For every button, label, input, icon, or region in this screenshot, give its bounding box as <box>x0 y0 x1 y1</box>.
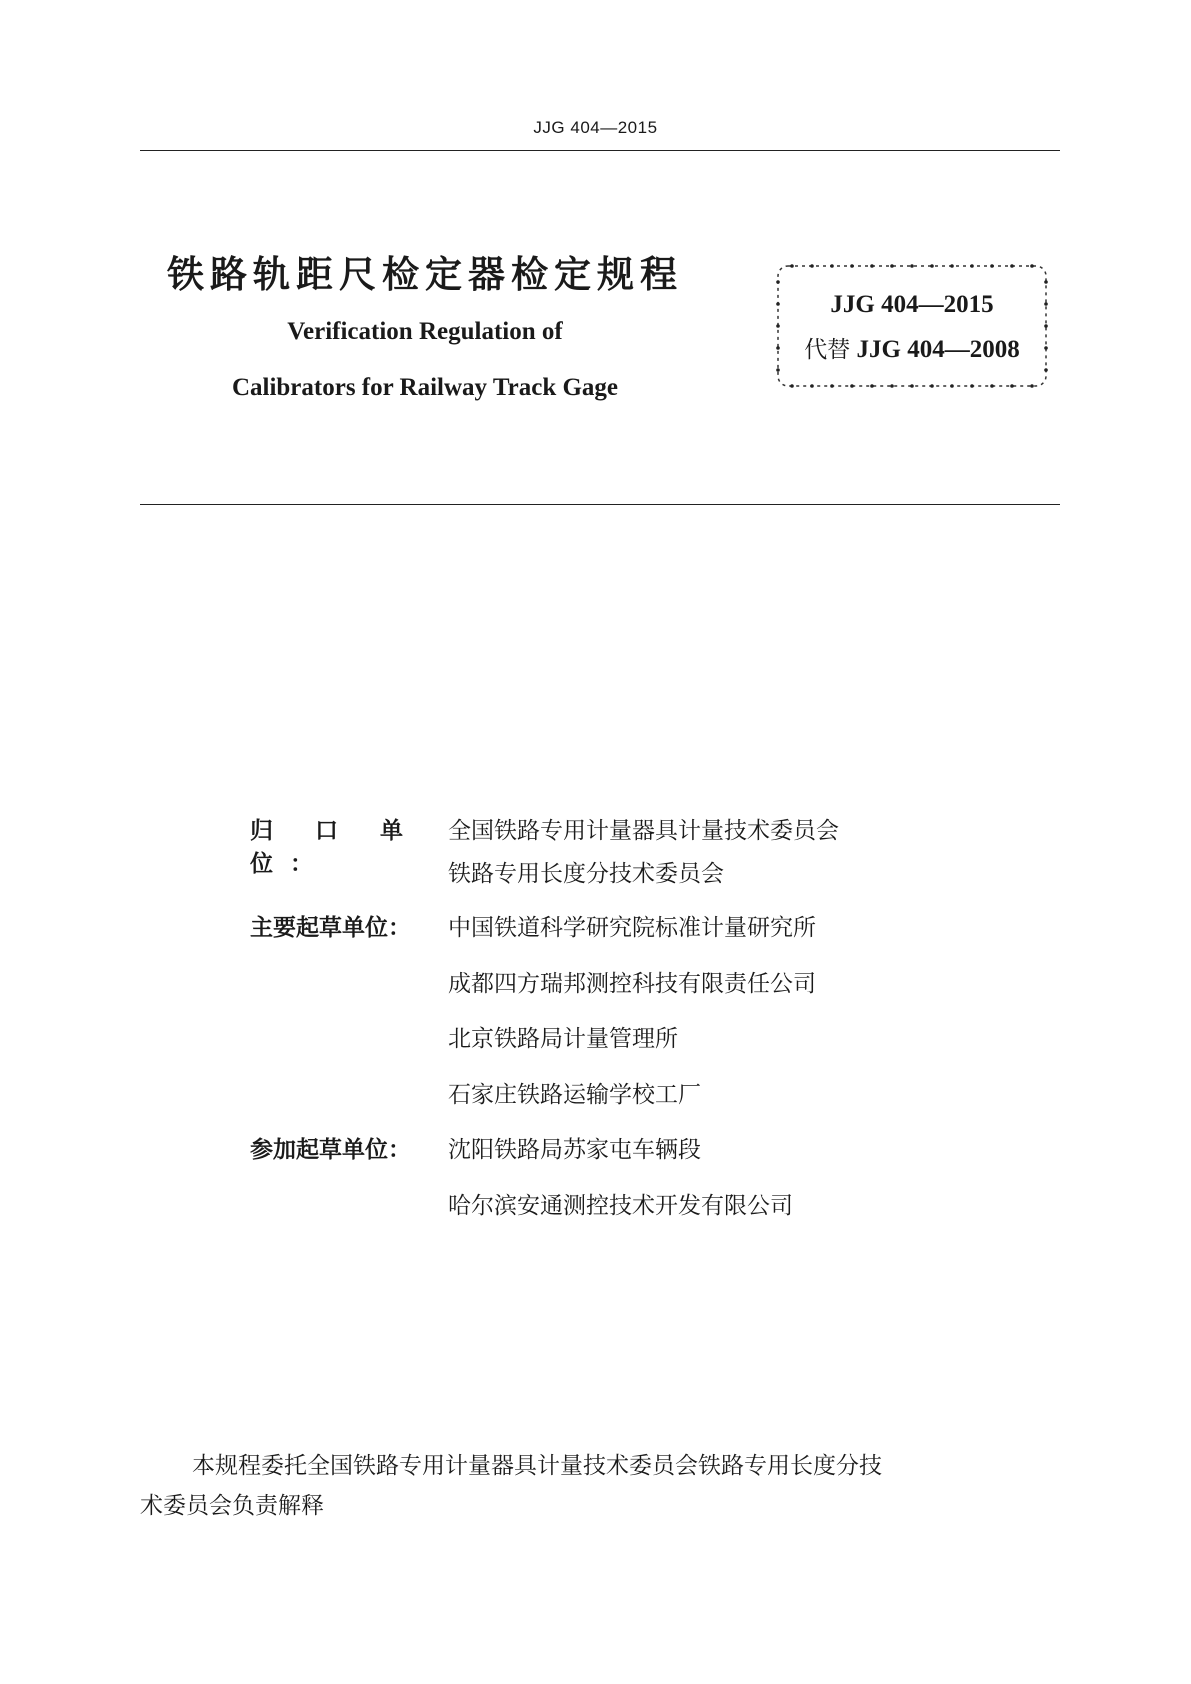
border-dot <box>890 264 894 268</box>
interpretation-note-line-2: 术委员会负责解释 <box>140 1493 324 1519</box>
border-dot <box>970 384 974 388</box>
border-dot <box>776 324 780 328</box>
border-dot <box>1044 280 1048 284</box>
participating-drafting-label: 参加起草单位： <box>250 1137 411 1163</box>
border-dot <box>970 264 974 268</box>
border-dot <box>950 384 954 388</box>
border-dot <box>776 368 780 372</box>
border-dot <box>870 264 874 268</box>
border-dot <box>776 280 780 284</box>
main-drafting-unit-3: 北京铁路局计量管理所 <box>448 1026 678 1052</box>
standard-code-box <box>774 262 1050 390</box>
border-dot <box>830 384 834 388</box>
border-dot <box>1030 264 1034 268</box>
main-drafting-unit-4: 石家庄铁路运输学校工厂 <box>448 1082 701 1108</box>
border-dot <box>910 384 914 388</box>
title-chinese: 铁路轨距尺检定器检定规程 <box>167 253 683 296</box>
title-english-line-1: Verification Regulation of <box>287 318 563 345</box>
border-dot <box>830 264 834 268</box>
header-standard-code: JJG 404—2015 <box>533 118 658 137</box>
replaced-code: JJG 404—2008 <box>856 336 1020 363</box>
header-divider <box>140 150 1060 151</box>
participating-unit-2: 哈尔滨安通测控技术开发有限公司 <box>448 1193 793 1219</box>
border-dot <box>890 384 894 388</box>
main-drafting-unit-1: 中国铁道科学研究院标准计量研究所 <box>448 915 816 941</box>
interpretation-note-line-1: 本规程委托全国铁路专用计量器具计量技术委员会铁路专用长度分技 <box>192 1453 882 1479</box>
title-english-line-2: Calibrators for Railway Track Gage <box>231 374 619 401</box>
responsible-unit-label: 归 口 单 位： <box>250 818 421 877</box>
replaces-line <box>774 331 1050 364</box>
border-dot <box>870 384 874 388</box>
border-dot <box>850 264 854 268</box>
main-drafting-unit-2: 成都四方瑞邦测控科技有限责任公司 <box>448 971 816 997</box>
border-dot <box>1044 368 1048 372</box>
decorative-border <box>774 262 1050 390</box>
border-dot <box>810 264 814 268</box>
border-dot <box>930 384 934 388</box>
border-dot <box>1010 384 1014 388</box>
participating-unit-1: 沈阳铁路局苏家屯车辆段 <box>448 1137 701 1163</box>
border-dot <box>1010 264 1014 268</box>
border-dot <box>850 384 854 388</box>
border-dot <box>950 264 954 268</box>
border-dot <box>1030 384 1034 388</box>
standard-code: JJG 404—2015 <box>830 291 994 318</box>
main-drafting-label: 主要起草单位： <box>250 915 411 941</box>
section-divider <box>140 504 1060 505</box>
border-dot <box>990 264 994 268</box>
border-dot <box>810 384 814 388</box>
border-dot <box>790 384 794 388</box>
border-dot <box>990 384 994 388</box>
border-dot <box>1044 324 1048 328</box>
responsible-unit-1: 全国铁路专用计量器具计量技术委员会 <box>448 818 839 844</box>
border-dot <box>790 264 794 268</box>
border-dot <box>930 264 934 268</box>
border-dot <box>910 264 914 268</box>
replaces-prefix: 代替 <box>804 337 851 363</box>
responsible-unit-2: 铁路专用长度分技术委员会 <box>448 861 724 887</box>
